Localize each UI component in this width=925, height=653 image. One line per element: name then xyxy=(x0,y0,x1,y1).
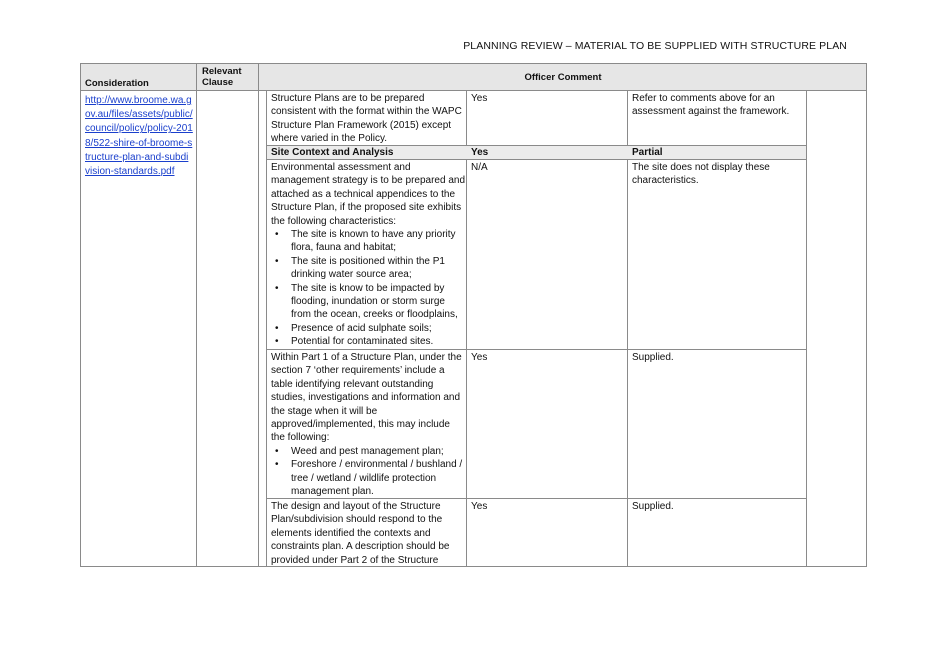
list-item: • The site is know to be impacted by flooding, inundation or storm surge from the ocean, creeks or floodplains, xyxy=(271,282,466,322)
officer-comment-table xyxy=(266,90,807,566)
requirement-text: Environmental assessment and management strategy is to be prepared and attached as a technical appendices to the Structure Plan, if the proposed site exhibits the following characteristics: xyxy=(271,162,466,227)
consideration-cell xyxy=(85,94,193,179)
status-value: Yes xyxy=(471,93,488,104)
requirement-cell xyxy=(271,351,466,498)
column-divider xyxy=(258,64,259,566)
list-item: • Potential for contaminated sites. xyxy=(271,335,466,348)
column-divider xyxy=(196,64,197,566)
header-officer-comment: Officer Comment xyxy=(524,72,602,83)
section-comment: Partial xyxy=(632,147,663,158)
list-item: • The site is positioned within the P1 drinking water source area; xyxy=(271,255,466,282)
page-header: PLANNING REVIEW – MATERIAL TO BE SUPPLIED WITH STRUCTURE PLAN xyxy=(463,40,847,52)
requirement-text: The design and layout of the Structure Plan/subdivision should respond to the elements identified the contexts and constraints plan. A description should be provided under Part 2 of the Structure xyxy=(271,501,450,566)
officer-comment: Supplied. xyxy=(632,501,674,512)
section-heading: Site Context and Analysis xyxy=(271,147,394,158)
policy-link[interactable]: http://www.broome.wa.gov.au/files/assets/public/council/policy/policy-2018/522-shire-of-broome-structure-plan-and-subdivision-standards.pdf xyxy=(85,95,193,178)
table-row xyxy=(267,91,806,146)
table-row xyxy=(267,160,806,350)
table-row xyxy=(267,499,806,566)
section-heading-row xyxy=(267,146,806,160)
officer-comment: Refer to comments above for an assessment against the framework. xyxy=(632,93,790,118)
list-item: • Presence of acid sulphate soils; xyxy=(271,322,466,335)
table-row xyxy=(267,350,806,499)
section-status: Yes xyxy=(471,147,489,158)
requirement-text: Structure Plans are to be prepared consistent with the format within the WAPC Structure Plan Framework (2015) except where varied in the Policy. xyxy=(271,93,462,145)
header-relevant-clause: Relevant Clause xyxy=(202,66,242,88)
list-item: • Weed and pest management plan; xyxy=(271,445,466,458)
officer-comment: The site does not display these characteristics. xyxy=(632,162,770,187)
requirement-text: Within Part 1 of a Structure Plan, under the section 7 ‘other requirements’ include a table identifying relevant outstanding studies, investigations and information and the stage when it will be approved/implemented, this may include the following: xyxy=(271,352,462,444)
characteristics-list xyxy=(271,228,466,349)
list-item: • The site is known to have any priority flora, fauna and habitat; xyxy=(271,228,466,255)
requirement-cell xyxy=(271,161,466,349)
status-value: N/A xyxy=(471,162,488,173)
header-consideration: Consideration xyxy=(85,78,149,89)
status-value: Yes xyxy=(471,501,488,512)
officer-comment: Supplied. xyxy=(632,352,674,363)
list-item: • Foreshore / environmental / bushland / tree / wetland / wildlife protection management plan. xyxy=(271,458,466,498)
status-value: Yes xyxy=(471,352,488,363)
studies-list xyxy=(271,445,466,499)
